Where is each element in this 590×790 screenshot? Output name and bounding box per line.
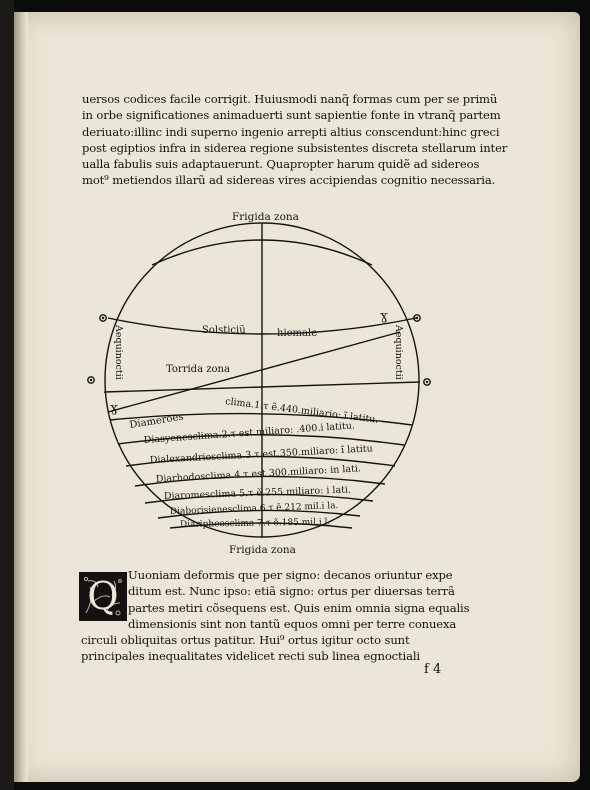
text-line: deriuato:illinc indi superno ingenio arrepti altius conscendunt:hinc greci bbox=[82, 124, 500, 139]
text-line: partes metiri cõsequens est. Quis enim omnia signa equalis bbox=[128, 600, 470, 615]
decorated-initial bbox=[79, 572, 127, 621]
climate-5-name: Diaromes bbox=[163, 489, 211, 502]
solstice-left-label: Solsticiũ bbox=[202, 325, 246, 336]
climate-5 bbox=[164, 484, 352, 502]
climate-6 bbox=[170, 500, 339, 517]
text-line: circuli obliquitas ortus patitur. Hui⁹ ortus igitur octo sunt bbox=[81, 633, 410, 648]
equinox-left-label: Aequinoctii bbox=[113, 325, 124, 380]
bottom-paragraph bbox=[81, 567, 478, 665]
climate-7-name: Diaripheos bbox=[179, 519, 230, 530]
text-line: post egiptios infra in siderea regione subsistentes discreta stellarum inter bbox=[82, 140, 508, 155]
climate-2 bbox=[143, 420, 355, 446]
text-line: in orbe significationes animaduerti sunt sapientie fonte in vtranq̃ partem bbox=[82, 108, 501, 123]
text-line: ditum est. Nunc ipso: etiã signo: ortus per diuersas terrã bbox=[128, 584, 455, 599]
climate-4-name: Diarhodos bbox=[155, 471, 206, 485]
climate-2-text: clima.2.τ est miliaro: .400.i latitu. bbox=[192, 420, 356, 443]
climate-5-text: clima 5.τ ẽ.255.miliaro: i lati. bbox=[209, 484, 352, 501]
climate-6-text: clima.6.τ ẽ.212 mil.i la. bbox=[232, 501, 339, 515]
initial-letter: Q bbox=[87, 574, 119, 618]
top-zone-label: Frigida zona bbox=[232, 211, 299, 223]
text-line: dimensionis sint non tantũ equos omni per terre conuexa bbox=[128, 616, 457, 631]
climate-3-text: clima.3.τ est.350.miliaro: ĩ latitu bbox=[215, 443, 373, 463]
marker-right-label: ɣ bbox=[380, 309, 388, 324]
climate-3 bbox=[150, 443, 373, 466]
bottom-zone-label: Frigida zona bbox=[229, 544, 296, 556]
climate-6-name: Diaborisienes bbox=[169, 504, 233, 517]
marker-left-label: ɣ bbox=[110, 401, 118, 416]
text-line: uersos codices facile corrigit. Huiusmodi nanq̃ formas cum per se primũ bbox=[82, 92, 498, 106]
text-line: ualla fabulis suis adaptauerunt. Quapropter harum quidẽ ad sidereos bbox=[82, 157, 480, 172]
text-line: mot⁹ metiendos illarũ ad sidereas vires accipiendas cognitio necessaria. bbox=[82, 173, 496, 188]
climate-7 bbox=[180, 516, 331, 530]
climate-7-text: clima 7.τ ẽ.185.mil.i l. bbox=[229, 517, 331, 530]
climate-1-text: clima.1.τ ẽ.440.miliario: ĩ latitu. bbox=[224, 396, 379, 426]
signature-mark: f 4 bbox=[424, 662, 442, 677]
equinox-right-label: Aequinoctii bbox=[393, 325, 404, 380]
climate-3-name: Dialexandrios bbox=[149, 451, 217, 466]
text-line: principales inequalitates videlicet recti sub linea egnoctiali bbox=[81, 649, 420, 664]
climate-2-name: Diasyenes bbox=[143, 431, 193, 446]
solstice-right-label: hiemale bbox=[277, 328, 318, 339]
climate-4-text: clima.4.τ est 300.miliaro: in lati. bbox=[204, 463, 362, 483]
climate-1-name: Diameroes bbox=[128, 411, 185, 431]
torrid-zone-label: Torrida zona bbox=[166, 364, 230, 375]
climate-4 bbox=[156, 463, 362, 485]
text-line: Uuoniam deformis que per signo: decanos oriuntur expe bbox=[128, 568, 453, 582]
